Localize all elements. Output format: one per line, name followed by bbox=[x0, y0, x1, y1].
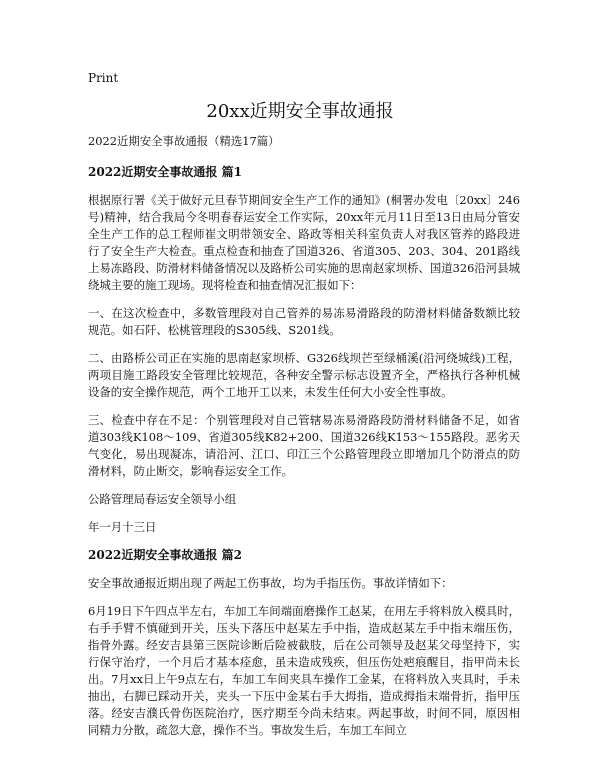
print-label[interactable]: Print bbox=[88, 71, 119, 85]
section-1-date: 年一月十三日 bbox=[88, 520, 157, 534]
section-2-paragraph-1: 安全事故通报近期出现了两起工伤事故，均为手指压伤。事故详情如下： bbox=[88, 576, 453, 590]
document-title: 20xx近期安全事故通报 bbox=[206, 101, 394, 122]
document-body bbox=[88, 133, 520, 750]
section-1-paragraph-3: 二、由路桥公司正在实施的思南赵家坝桥、G326线坝芒至绿桶溪(沿河绕城线)工程，两项目施工路段安全管理比较规范，各种安全警示标志设置齐全，严格执行各种机械设备的安全操作规范，两个工地开工以来，未发生任何大小安全性事故。 bbox=[88, 351, 520, 399]
section-1-paragraph-4: 三、检查中存在不足：个别管理段对自己管辖易冻易滑路段防滑材料储备不足，如省道303线K108～109、省道305线K82+200、国道326线K153～155路段。恶劣天气变化，易出现凝冻，请沿河、江口、印江三个公路管理段立即增加几个防滑点的防滑材料，防止断交，影响春运安全工作。 bbox=[88, 413, 520, 478]
section-1-heading: 2022近期安全事故通报 篇1 bbox=[88, 165, 242, 179]
section-2-paragraph-2: 6月19日下午四点半左右，车加工车间端面磨操作工赵某，在用左手将料放入模具时，右手手臂不慎碰到开关，压头下落压中赵某左手中指，造成赵某左手中指末端压伤，指骨外露。经安吉县第三医院诊断后险被截肢，后在公司领导及赵某父母坚持下，实行保守治疗，一个月后才基本痊愈，虽未造成残疾，但压伤处疤痕醒目，指甲尚未长出。7月xx日上午9点左右，车加工车间夹具车操作工金某，在将料放入夹具时，手未抽出，右脚已踩动开关，夹头一下压中金某右手大拇指，造成拇指末端骨折，指甲压落。经安吉濮氏骨伤医院治疗，医疗期至今尚未结束。两起事故，时间不同，原因相同精力分散，疏忽大意，操作不当。事故发生后，车加工车间立 bbox=[88, 604, 520, 737]
section-1-paragraph-2: 一、在这次检查中，多数管理段对自己管养的易冻易滑路段的防滑材料储备数额比较规范。如石阡、松桃管理段的S305线、S201线。 bbox=[88, 306, 520, 337]
section-2-heading: 2022近期安全事故通报 篇2 bbox=[88, 548, 242, 562]
document-subtitle: 2022近期安全事故通报（精选17篇） bbox=[88, 134, 280, 148]
section-1-paragraph-1: 根据原行署《关于做好元旦春节期间安全生产工作的通知》(桐署办发电〔20xx〕246号)精神，结合我局今冬明春春运安全工作实际，20xx年元月11日至13日由局分管安全生产工作的总工程师崔文明带领安全、路政等相关科室负责人对我区管养的路段进行了安全生产大检查。重点检查和抽查了国道326、省道305、203、304、201路线上易冻路段、防滑材料储备情况以及路桥公司实施的思南赵家坝桥、国道326沿河县城绕城主要的施工现场。现将检查和抽查情况汇报如下： bbox=[88, 193, 520, 292]
section-1-signature: 公路管理局春运安全领导小组 bbox=[88, 492, 237, 506]
